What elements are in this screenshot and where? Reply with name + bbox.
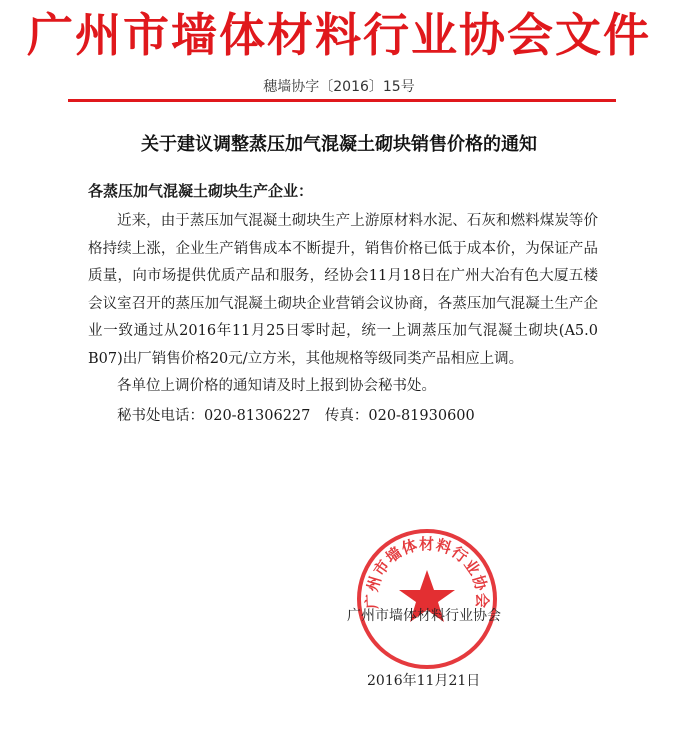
notice-title: 关于建议调整蒸压加气混凝土砌块销售价格的通知 [141,134,537,155]
red-divider-line [68,99,616,102]
signing-date: 2016年11月21日 [367,673,481,689]
signing-organization: 广州市墙体材料行业协会 [347,608,501,624]
document-number: 穗墙协字〔2016〕15号 [263,79,415,95]
official-seal-icon [352,524,502,674]
contact-line: 秘书处电话：020-81306227 传真：020-81930600 [117,407,475,424]
notice-body [88,208,598,430]
body-paragraph-1: 近来，由于蒸压加气混凝土砌块生产上游原材料水泥、石灰和燃料煤炭等价格持续上涨，企业生产销售成本不断提升，销售价格已低于成本价，为保证产品质量，向市场提供优质产品和服务，经协会11月18日在广州大冶有色大厦五楼会议室召开的蒸压加气混凝土砌块企业营销会议协商，各蒸压加气混凝土生产企业一致通过从2016年11月25日零时起，统一上调蒸压加气混凝土砌块(A5.0 B07)出厂销售价格20元/立方米，其他规格等级同类产品相应上调。 [88,213,598,367]
body-paragraph-2: 各单位上调价格的通知请及时上报到协会秘书处。 [117,378,436,394]
salutation: 各蒸压加气混凝土砌块生产企业： [88,182,314,200]
masthead-title: 广州市墙体材料行业协会文件 [27,8,651,62]
seal-text: 广州市墙体材料行业协会 [362,534,492,610]
